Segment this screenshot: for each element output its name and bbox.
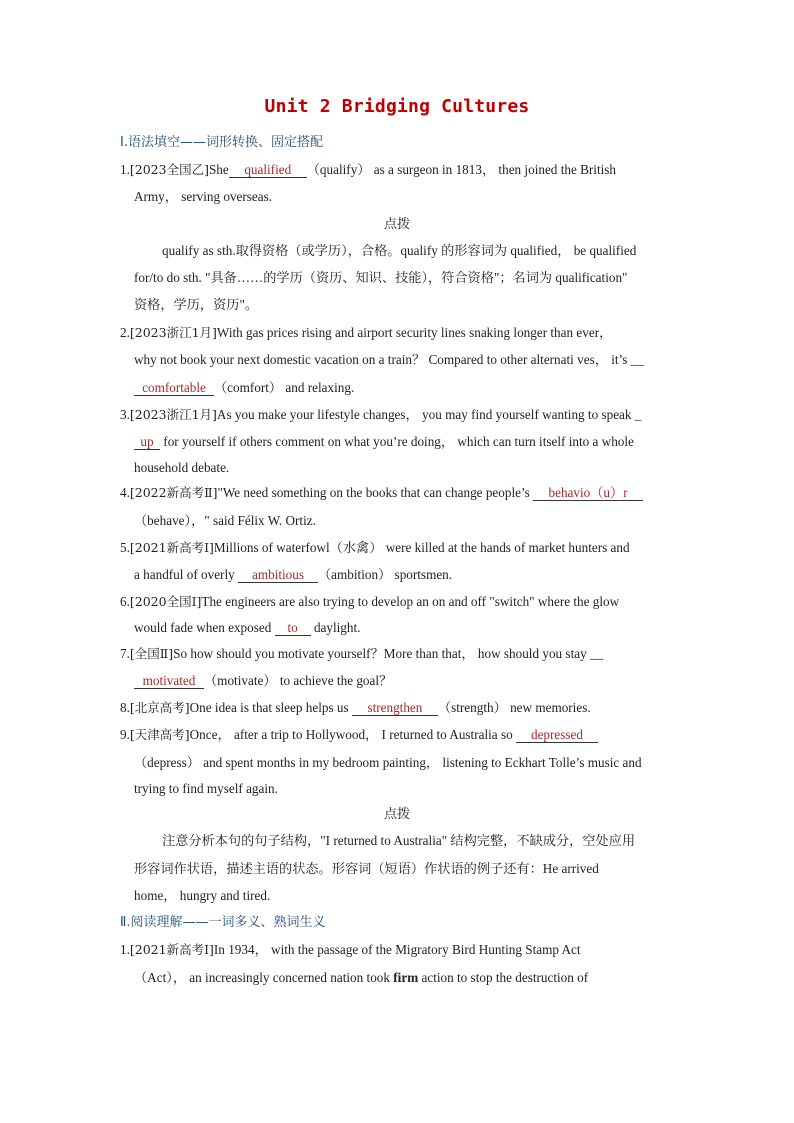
question-source: [2023全国乙] (129, 162, 209, 177)
question-number: 5. (120, 540, 130, 555)
question-7-line2 (134, 672, 392, 690)
question-9-line2: （depress） and spent months in my bedroom painting， listening to Eckhart Tolle’s music and (134, 755, 642, 770)
tip-label: 点拨 (383, 216, 411, 231)
answer-blank: to (275, 620, 311, 636)
question-text: （ambition） sportsmen. (318, 567, 453, 582)
question-4-line2: （behave），" said Félix W. Ortiz. (134, 513, 316, 528)
question-text: "We need something on the books that can change people’s (217, 485, 530, 500)
tip-text: for/to do sth. "具备……的学历（资历、知识、技能），符合资格"；名词为 qualification" (134, 270, 628, 285)
question-text: action to stop the destruction of (421, 970, 589, 985)
question-source: [2022新高考Ⅱ] (129, 485, 218, 500)
question-source: [2023浙江1月] (129, 407, 217, 422)
question-text: （comfort） and relaxing. (214, 380, 355, 395)
question-text: The engineers are also trying to develop an on and off "switch" where the glow (201, 594, 620, 609)
question-source: [2023浙江1月] (129, 325, 217, 340)
tip-text: 形容词作状语，描述主语的状态。形容词（短语）作状语的例子还有：He arrived (134, 861, 599, 876)
question-5 (120, 539, 630, 557)
question-number: 2. (120, 325, 130, 340)
tip-text: 注意分析本句的句子结构，"I returned to Australia" 结构完整，不缺成分，空处应用 (162, 833, 636, 848)
tip-label: 点拨 (383, 806, 411, 821)
reading-1 (120, 941, 581, 959)
answer-blank: strengthen (352, 700, 438, 716)
question-2 (120, 324, 612, 342)
answer-blank: ambitious (238, 567, 318, 583)
question-7 (120, 645, 603, 663)
question-6 (120, 593, 619, 611)
question-5-line2 (134, 566, 452, 584)
question-1-line2: Army， serving overseas. (134, 189, 273, 204)
question-text: With gas prices rising and airport security lines snaking longer than ever， (216, 325, 613, 340)
question-6-line2 (134, 619, 360, 637)
question-number: 3. (120, 407, 130, 422)
question-text: One idea is that sleep helps us (189, 700, 349, 715)
section-heading-grammar: Ⅰ.语法填空——词形转换、固定搭配 (120, 135, 323, 150)
question-source: [2021新高考Ⅰ] (129, 540, 214, 555)
tip-text: 资格，学历，资历"。 (134, 297, 259, 312)
key-word: firm (393, 970, 419, 985)
question-number: 8. (120, 700, 130, 715)
question-number: 6. (120, 594, 130, 609)
question-number: 7. (120, 646, 130, 661)
answer-blank: comfortable (134, 380, 214, 396)
question-text: So how should you motivate yourself？More than that， how should you stay __ (173, 646, 604, 661)
question-text: She (208, 162, 229, 177)
question-text: （motivate） to achieve the goal？ (204, 673, 393, 688)
tip-text: home， hungry and tired. (134, 888, 271, 903)
reading-1-line2 (134, 969, 588, 987)
question-2-line3 (134, 379, 354, 397)
question-text: Millions of waterfowl（水禽） were killed at the hands of market hunters and (213, 540, 630, 555)
question-source: [2021新高考Ⅰ] (129, 942, 214, 957)
question-1 (120, 161, 616, 179)
tip-text: qualify as sth.取得资格（或学历），合格。qualify 的形容词为 qualified， be qualified (162, 243, 637, 258)
question-text: for yourself if others comment on what you’re doing， which can turn itself into a whole (163, 434, 634, 449)
question-3-line3: household debate. (134, 460, 230, 475)
answer-blank: qualified (229, 162, 307, 178)
question-source: [全国Ⅱ] (129, 646, 174, 661)
question-source: [天津高考] (129, 727, 190, 742)
question-3 (120, 406, 641, 424)
question-text: As you make your lifestyle changes， you may find yourself wanting to speak _ (216, 407, 642, 422)
question-text: In 1934， with the passage of the Migratory Bird Hunting Stamp Act (213, 942, 581, 957)
question-3-line2 (134, 433, 634, 451)
question-source: [2020全国Ⅰ] (129, 594, 202, 609)
question-4 (120, 484, 643, 502)
question-2-line2: why not book your next domestic vacation on a train？ Compared to other alternati ves， it’s __ (134, 352, 644, 367)
answer-blank: motivated (134, 673, 204, 689)
question-text: daylight. (313, 620, 361, 635)
question-9-line3: trying to find myself again. (134, 781, 278, 796)
section-heading-reading: Ⅱ.阅读理解——一词多义、熟词生义 (120, 915, 326, 930)
question-text: （strength） new memories. (437, 700, 591, 715)
question-source: [北京高考] (129, 700, 190, 715)
answer-blank: up (134, 434, 160, 450)
question-text: （qualify） as a surgeon in 1813， then joined the British (306, 162, 617, 177)
question-text: would fade when exposed (134, 620, 272, 635)
question-text: Once， after a trip to Hollywood， I returned to Australia so (189, 727, 513, 742)
question-8 (120, 699, 591, 717)
question-text: （Act）， an increasingly concerned nation took (134, 970, 390, 985)
question-number: 1. (120, 162, 130, 177)
question-number: 4. (120, 485, 130, 500)
page-title: Unit 2 Bridging Cultures (264, 96, 530, 117)
question-number: 9. (120, 727, 130, 742)
answer-blank: behavio（u）r (533, 485, 643, 501)
question-number: 1. (120, 942, 130, 957)
question-9 (120, 726, 598, 744)
answer-blank: depressed (516, 727, 598, 743)
question-text: a handful of overly (134, 567, 235, 582)
